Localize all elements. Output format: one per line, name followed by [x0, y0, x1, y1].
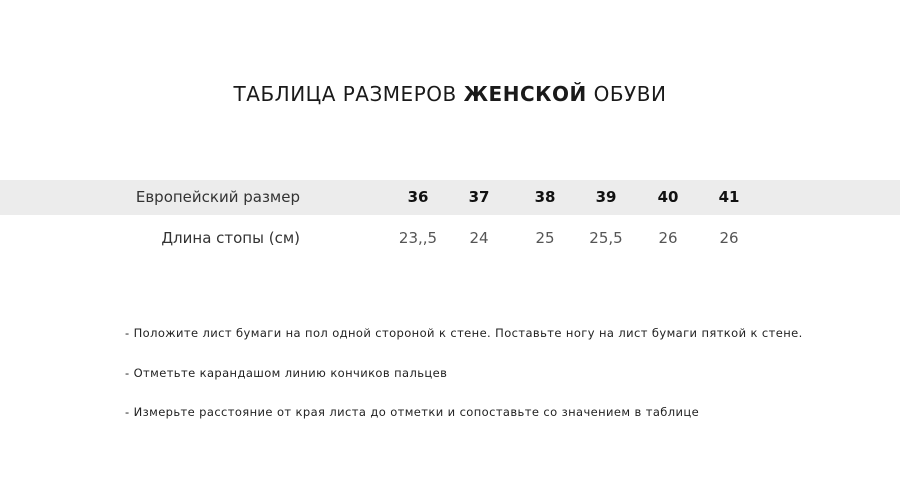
foot-length-label: Длина стопы (см) [161, 229, 300, 247]
size-cell-41: 41 [718, 188, 740, 206]
size-cell-39: 39 [595, 188, 617, 206]
instruction-step-2: - Отметьте карандашом линию кончиков пальцев [125, 366, 448, 380]
instruction-step-3: - Измерьте расстояние от края листа до отметки и сопоставьте со значением в таблице [125, 405, 700, 419]
length-cell-39: 25,5 [589, 229, 623, 247]
length-cell-38: 25 [535, 229, 555, 247]
foot-length-row [0, 221, 900, 256]
length-cell-41: 26 [719, 229, 739, 247]
title-suffix: ОБУВИ [593, 82, 667, 106]
size-cell-38: 38 [534, 188, 556, 206]
size-table-header-row [0, 180, 900, 215]
page-title [0, 80, 900, 108]
length-cell-40: 26 [658, 229, 678, 247]
european-size-label: Европейский размер [135, 188, 300, 206]
length-cell-36: 23,,5 [398, 229, 438, 247]
length-cell-37: 24 [469, 229, 489, 247]
title-prefix: ТАБЛИЦА РАЗМЕРОВ [233, 82, 457, 106]
instruction-step-1: - Положите лист бумаги на пол одной стороной к стене. Поставьте ногу на лист бумаги пяткой к стене. [125, 326, 803, 340]
size-cell-36: 36 [407, 188, 429, 206]
size-cell-40: 40 [657, 188, 679, 206]
title-bold-word: ЖЕНСКОЙ [463, 82, 587, 106]
size-cell-37: 37 [468, 188, 490, 206]
